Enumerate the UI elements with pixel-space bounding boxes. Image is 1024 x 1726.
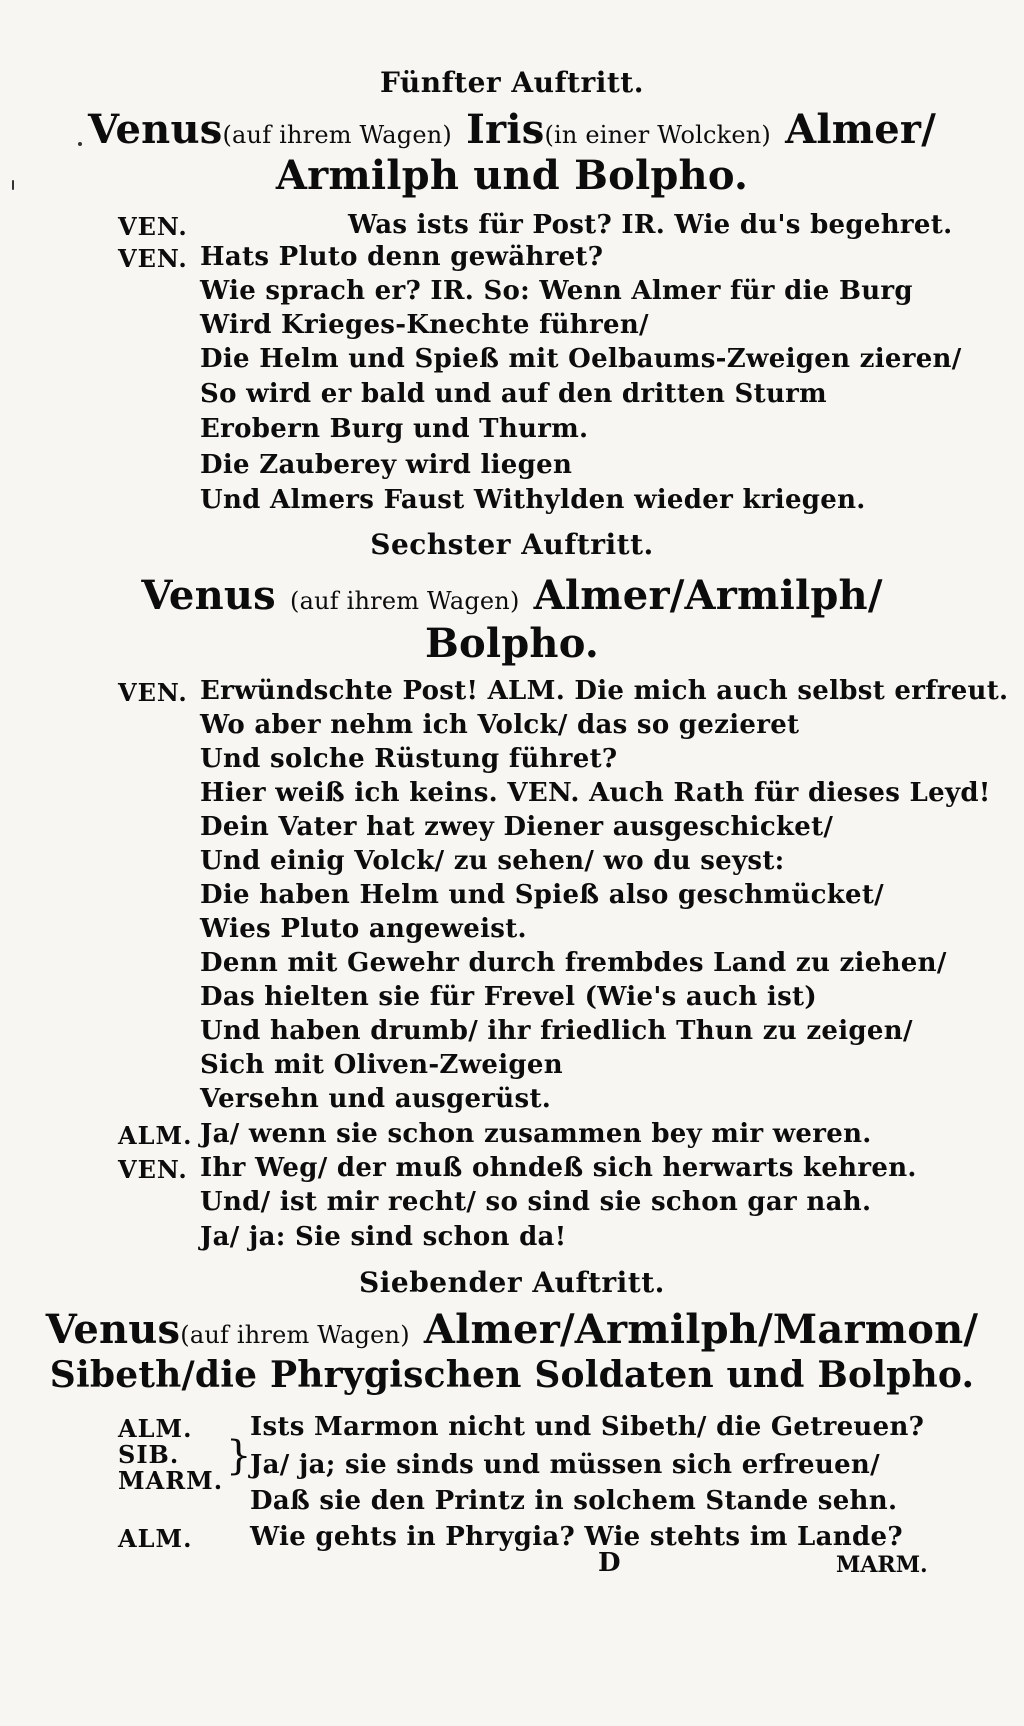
verse-line: Sich mit Oliven-Zweigen <box>200 1050 563 1080</box>
verse-line: Die haben Helm und Spieß also geschmücket/ <box>200 880 884 910</box>
speaker-label: VEN. <box>118 244 188 273</box>
scene6-cast-line2: Bolpho. <box>424 620 600 667</box>
verse-line: Erobern Burg und Thurm. <box>200 414 589 444</box>
ink-speck <box>78 142 82 146</box>
cast-names: Almer/Armilph/Marmon/ <box>423 1306 979 1353</box>
verse-line: Wo aber nehm ich Volck/ das so gezieret <box>200 710 800 740</box>
verse-line: Wie sprach er? IR. So: Wenn Almer für die Burg <box>200 276 913 306</box>
verse-line: Wie gehts in Phrygia? Wie stehts im Lande? <box>250 1522 903 1552</box>
cast-venus: Venus <box>45 1306 181 1353</box>
verse-line: Wies Pluto angeweist. <box>200 914 527 944</box>
scene5-title: Fünfter Auftritt. <box>380 66 644 99</box>
speaker-label: ALM. <box>118 1524 193 1553</box>
catchword: MARM. <box>836 1552 928 1578</box>
verse-line: Und haben drumb/ ihr friedlich Thun zu zeigen/ <box>200 1016 913 1046</box>
scene7-cast-line2: Sibeth/die Phrygischen Soldaten und Bolpho. <box>49 1354 975 1396</box>
verse-line: Was ists für Post? IR. Wie du's begehret. <box>348 210 953 240</box>
cast-stage-direction: (auf ihrem Wagen) <box>290 587 520 615</box>
speaker-label: VEN. <box>118 678 188 707</box>
verse-line: Versehn und ausgerüst. <box>200 1084 552 1114</box>
cast-names: Almer/Armilph/ <box>533 572 883 619</box>
verse-line: Das hielten sie für Frevel (Wie's auch ist) <box>200 982 817 1012</box>
speaker-label: VEN. <box>118 1155 188 1184</box>
verse-line: So wird er bald und auf den dritten Sturm <box>200 379 827 409</box>
speaker-label: SIB. <box>118 1440 180 1469</box>
cast-stage-direction: (in einer Wolcken) <box>544 121 771 149</box>
speaker-label: MARM. <box>118 1466 224 1495</box>
scene5-cast-line2: Armilph und Bolpho. <box>275 152 749 199</box>
cast-iris: Iris <box>466 106 545 153</box>
speaker-label: ALM. <box>118 1121 193 1150</box>
verse-line: Und einig Volck/ zu sehen/ wo du seyst: <box>200 846 785 876</box>
verse-line: Hier weiß ich keins. VEN. Auch Rath für dieses Leyd! <box>200 778 991 808</box>
scene5-cast-line1 <box>0 106 1024 153</box>
verse-line: Ja/ wenn sie schon zusammen bey mir weren. <box>200 1119 872 1149</box>
ink-speck <box>12 180 14 190</box>
verse-line: Die Helm und Spieß mit Oelbaums-Zweigen zieren/ <box>200 344 962 374</box>
speaker-label: VEN. <box>118 212 188 241</box>
scene6-cast-line1 <box>0 572 1024 619</box>
scene7-cast-line1 <box>0 1306 1024 1353</box>
verse-line: Denn mit Gewehr durch frembdes Land zu ziehen/ <box>200 948 947 978</box>
cast-venus: Venus <box>87 106 223 153</box>
verse-line: Die Zauberey wird liegen <box>200 450 573 480</box>
verse-line: Ja/ ja: Sie sind schon da! <box>200 1222 567 1252</box>
cast-stage-direction: (auf ihrem Wagen) <box>222 121 452 149</box>
speaker-brace: } <box>226 1433 252 1479</box>
cast-almer: Almer/ <box>785 106 937 153</box>
cast-venus: Venus <box>141 572 276 619</box>
verse-line: Daß sie den Printz in solchem Stande sehn. <box>250 1486 898 1516</box>
scene6-title: Sechster Auftritt. <box>370 528 654 561</box>
verse-line: Wird Krieges-Knechte führen/ <box>200 310 649 340</box>
speaker-label: ALM. <box>118 1414 193 1443</box>
scene7-title: Siebender Auftritt. <box>359 1266 665 1299</box>
verse-line: Ihr Weg/ der muß ohndeß sich herwarts kehren. <box>200 1153 917 1183</box>
verse-line: Erwündschte Post! ALM. Die mich auch selbst erfreut. <box>200 676 1009 706</box>
verse-line: Dein Vater hat zwey Diener ausgeschicket/ <box>200 812 834 842</box>
signature-mark: D <box>598 1548 621 1578</box>
verse-line: Und/ ist mir recht/ so sind sie schon gar nah. <box>200 1187 872 1217</box>
verse-line: Und solche Rüstung führet? <box>200 744 618 774</box>
verse-line: Hats Pluto denn gewähret? <box>200 242 604 272</box>
cast-stage-direction: (auf ihrem Wagen) <box>180 1321 410 1349</box>
verse-line: Ists Marmon nicht und Sibeth/ die Getreuen? <box>250 1412 925 1442</box>
verse-line: Ja/ ja; sie sinds und müssen sich erfreuen/ <box>250 1450 880 1480</box>
verse-line: Und Almers Faust Withylden wieder kriegen. <box>200 485 866 515</box>
